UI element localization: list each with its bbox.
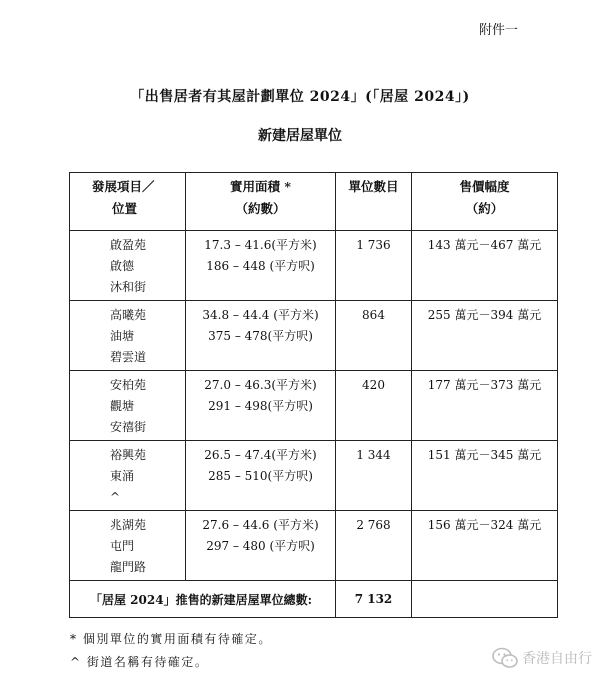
area-sqft: 285 – 510(平方呎): [208, 469, 313, 483]
watermark: [492, 647, 592, 669]
wechat-icon: [492, 647, 518, 669]
table-row: [70, 301, 558, 371]
area-cell: [186, 301, 336, 371]
annex-label: 附件一: [478, 23, 518, 38]
project-street: 安禧街: [110, 420, 147, 434]
table-row: [70, 231, 558, 301]
header-project-line1: 發展項目／: [92, 179, 155, 194]
area-sqm: 17.3 – 41.6(平方米): [204, 238, 317, 252]
watermark-text: 香港自由行: [522, 651, 592, 667]
project-street: 龍門路: [110, 560, 147, 574]
units-cell: 1 736: [336, 231, 412, 301]
footnotes: [70, 628, 272, 674]
header-price-line1: 售價幅度: [459, 179, 510, 194]
document-subtitle: 新建居屋單位: [258, 128, 342, 144]
area-cell: [186, 511, 336, 581]
area-sqft: 291 – 498(平方呎): [208, 399, 313, 413]
table-row: [70, 511, 558, 581]
project-district: 油塘: [110, 329, 135, 343]
area-sqm: 27.6 – 44.6 (平方米): [202, 518, 319, 532]
units-cell: 2 768: [336, 511, 412, 581]
header-price-line2: （約）: [465, 201, 504, 216]
project-street: 碧雲道: [110, 350, 147, 364]
table-row: [70, 441, 558, 511]
project-name: 裕興苑: [110, 448, 147, 462]
total-empty-cell: [412, 581, 558, 618]
project-name: 啟盈苑: [110, 238, 147, 252]
footnote-street: ^ 街道名稱有待確定。: [70, 655, 209, 669]
header-project: [70, 173, 186, 231]
area-sqm: 34.8 – 44.4 (平方米): [202, 308, 319, 322]
table-row: [70, 371, 558, 441]
project-cell: [70, 511, 186, 581]
header-area: [186, 173, 336, 231]
project-district: 屯門: [110, 539, 135, 553]
price-cell: 255 萬元－394 萬元: [412, 301, 558, 371]
header-units: [336, 173, 412, 231]
project-cell: [70, 231, 186, 301]
project-cell: [70, 371, 186, 441]
area-cell: [186, 371, 336, 441]
units-cell: 1 344: [336, 441, 412, 511]
area-sqft: 186 – 448 (平方呎): [206, 259, 315, 273]
total-label: 「居屋 2024」推售的新建居屋單位總數:: [70, 581, 336, 618]
project-name: 兆湖苑: [110, 518, 147, 532]
price-cell: 156 萬元－324 萬元: [412, 511, 558, 581]
header-project-line2: 位置: [112, 201, 138, 216]
project-district: 啟德: [110, 259, 135, 273]
price-cell: 177 萬元－373 萬元: [412, 371, 558, 441]
project-district: 觀塘: [110, 399, 135, 413]
header-price: [412, 173, 558, 231]
project-name: 安柏苑: [110, 378, 147, 392]
table-header-row: [70, 173, 558, 231]
project-name: 高曦苑: [110, 308, 147, 322]
price-cell: 151 萬元－345 萬元: [412, 441, 558, 511]
area-cell: [186, 231, 336, 301]
total-row: [70, 581, 558, 618]
units-cell: 864: [336, 301, 412, 371]
units-cell: 420: [336, 371, 412, 441]
price-cell: 143 萬元－467 萬元: [412, 231, 558, 301]
area-sqft: 375 – 478(平方呎): [208, 329, 313, 343]
area-sqm: 27.0 – 46.3(平方米): [204, 378, 317, 392]
total-value: 7 132: [336, 581, 412, 618]
document-title: 「出售居者有其屋計劃單位 2024」(「居屋 2024」): [130, 89, 470, 105]
project-street: ^: [110, 490, 121, 504]
project-cell: [70, 441, 186, 511]
footnote-area: * 個別單位的實用面積有待確定。: [70, 632, 272, 646]
header-area-line2: （約數）: [235, 201, 286, 216]
area-sqm: 26.5 – 47.4(平方米): [204, 448, 317, 462]
units-table: [69, 172, 558, 618]
area-sqft: 297 – 480 (平方呎): [206, 539, 315, 553]
header-units-label: 單位數目: [348, 179, 399, 194]
project-street: 沐和街: [110, 280, 147, 294]
header-area-line1: 實用面積 *: [230, 179, 291, 194]
project-cell: [70, 301, 186, 371]
area-cell: [186, 441, 336, 511]
project-district: 東涌: [110, 469, 135, 483]
